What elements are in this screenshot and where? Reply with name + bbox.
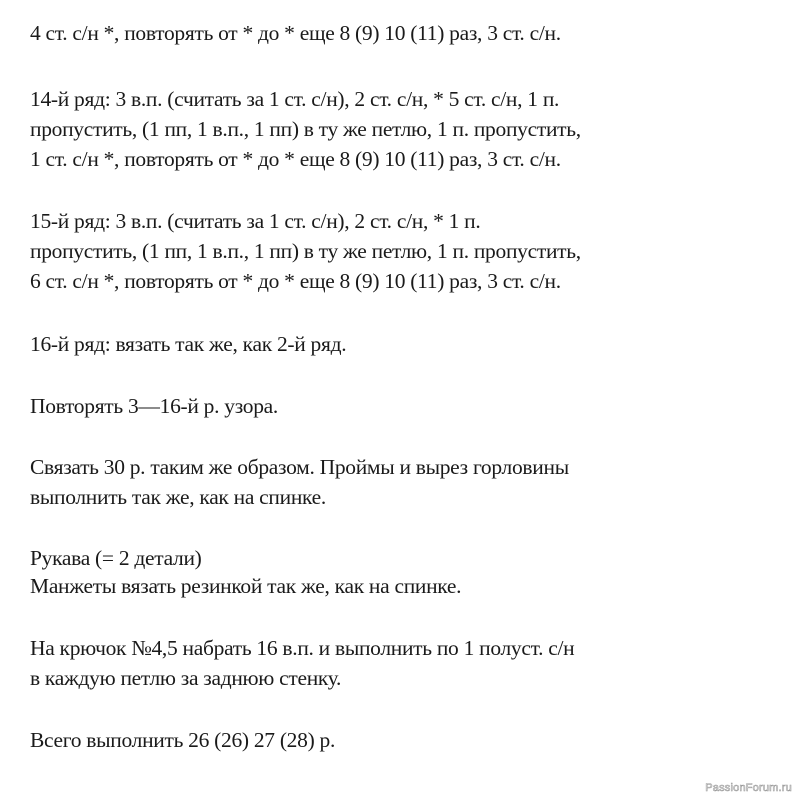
- watermark: PassionForum.ru: [705, 782, 792, 794]
- text-line: Всего выполнить 26 (26) 27 (28) р.: [30, 728, 336, 752]
- text-line: 16-й ряд: вязать так же, как 2-й ряд.: [30, 332, 347, 356]
- text-line: 15-й ряд: 3 в.п. (считать за 1 ст. с/н), 2 ст. с/н, * 1 п.: [30, 209, 481, 233]
- text-line: Манжеты вязать резинкой так же, как на спинке.: [30, 574, 462, 598]
- text-line: Повторять 3—16-й р. узора.: [30, 394, 278, 418]
- text-line: в каждую петлю за заднюю стенку.: [30, 666, 342, 690]
- section-heading: Рукава (= 2 детали): [30, 546, 202, 570]
- text-line: пропустить, (1 пп, 1 в.п., 1 пп) в ту же петлю, 1 п. пропустить,: [30, 117, 581, 141]
- text-line: выполнить так же, как на спинке.: [30, 485, 326, 509]
- text-line: пропустить, (1 пп, 1 в.п., 1 пп) в ту же петлю, 1 п. пропустить,: [30, 239, 581, 263]
- text-line: На крючок №4,5 набрать 16 в.п. и выполнить по 1 полуст. с/н: [30, 636, 575, 660]
- text-line: Связать 30 р. таким же образом. Проймы и вырез горловины: [30, 455, 569, 479]
- text-line: 4 ст. с/н *, повторять от * до * еще 8 (9) 10 (11) раз, 3 ст. с/н.: [30, 21, 561, 45]
- text-line: 14-й ряд: 3 в.п. (считать за 1 ст. с/н), 2 ст. с/н, * 5 ст. с/н, 1 п.: [30, 87, 560, 111]
- text-line: 6 ст. с/н *, повторять от * до * еще 8 (9) 10 (11) раз, 3 ст. с/н.: [30, 269, 561, 293]
- text-line: 1 ст. с/н *, повторять от * до * еще 8 (9) 10 (11) раз, 3 ст. с/н.: [30, 147, 561, 171]
